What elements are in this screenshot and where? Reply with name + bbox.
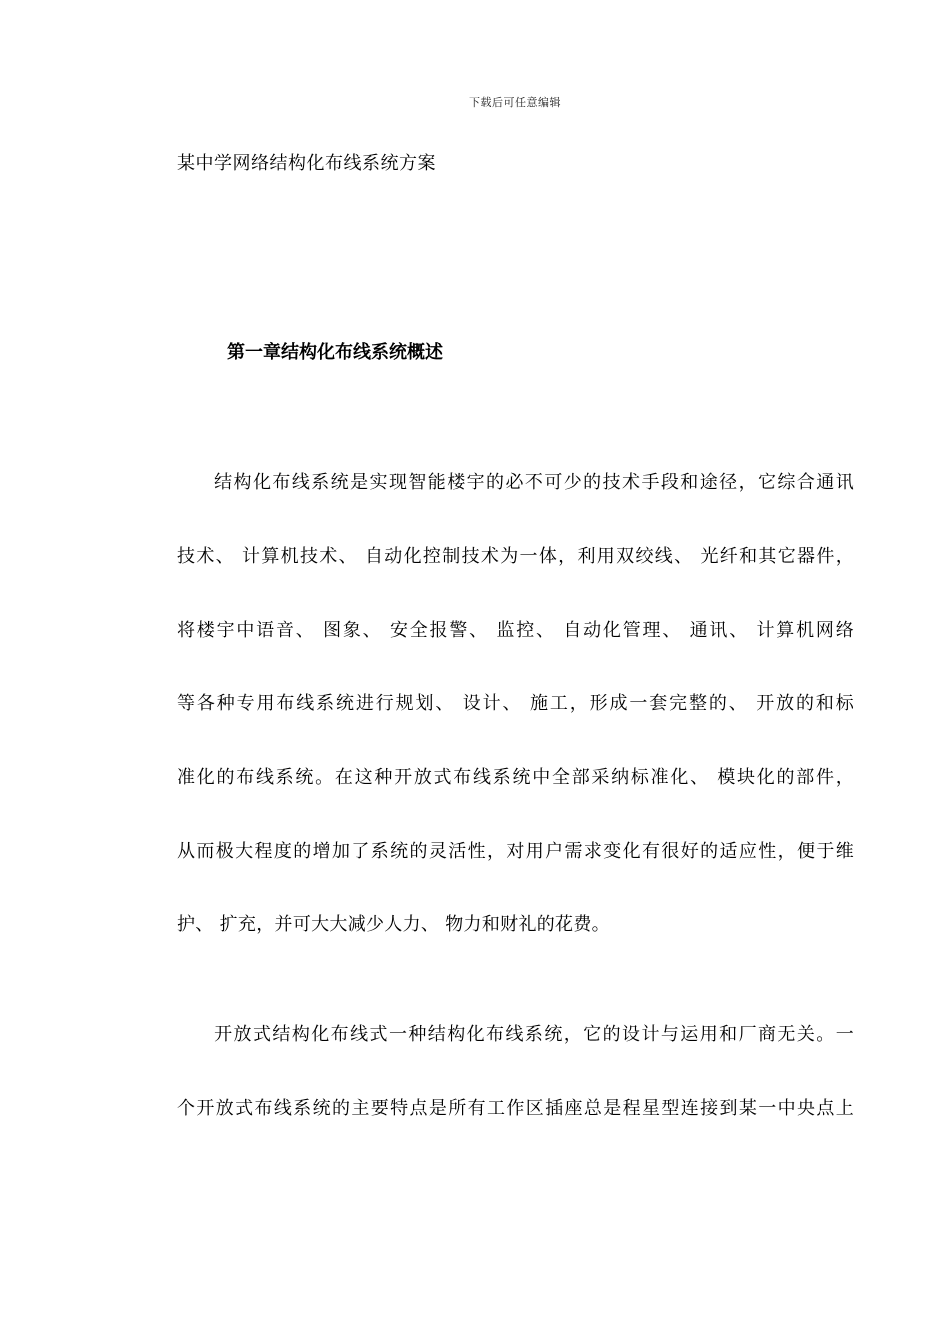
paragraph-line: 结构化布线系统是实现智能楼宇的必不可少的技术手段和途径，它综合通讯 xyxy=(213,472,854,493)
paragraph-line: 从而极大程度的增加了系统的灵活性，对用户需求变化有很好的适应性，便于维 xyxy=(177,841,854,862)
paragraph-line: 准化的布线系统。在这种开放式布线系统中全部采纳标准化、 模块化的部件， xyxy=(177,767,854,788)
document-title: 某中学网络结构化布线系统方案 xyxy=(177,153,436,174)
paragraph-line: 开放式结构化布线式一种结构化布线系统，它的设计与运用和厂商无关。一 xyxy=(213,1024,854,1045)
page-header: 下载后可任意编辑 xyxy=(469,96,561,109)
paragraph-line: 将楼宇中语音、 图象、 安全报警、 监控、 自动化管理、 通讯、 计算机网络 xyxy=(177,620,854,641)
paragraph-line: 个开放式布线系统的主要特点是所有工作区插座总是程星型连接到某一中央点上 xyxy=(177,1098,854,1119)
chapter-heading: 第一章结构化布线系统概述 xyxy=(227,342,443,363)
paragraph-line: 等各种专用布线系统进行规划、 设计、 施工，形成一套完整的、 开放的和标 xyxy=(177,693,854,714)
paragraph-line: 护、 扩充，并可大大减少人力、 物力和财礼的花费。 xyxy=(177,914,610,935)
paragraph-line: 技术、 计算机技术、 自动化控制技术为一体，利用双绞线、 光纤和其它器件， xyxy=(177,546,854,567)
